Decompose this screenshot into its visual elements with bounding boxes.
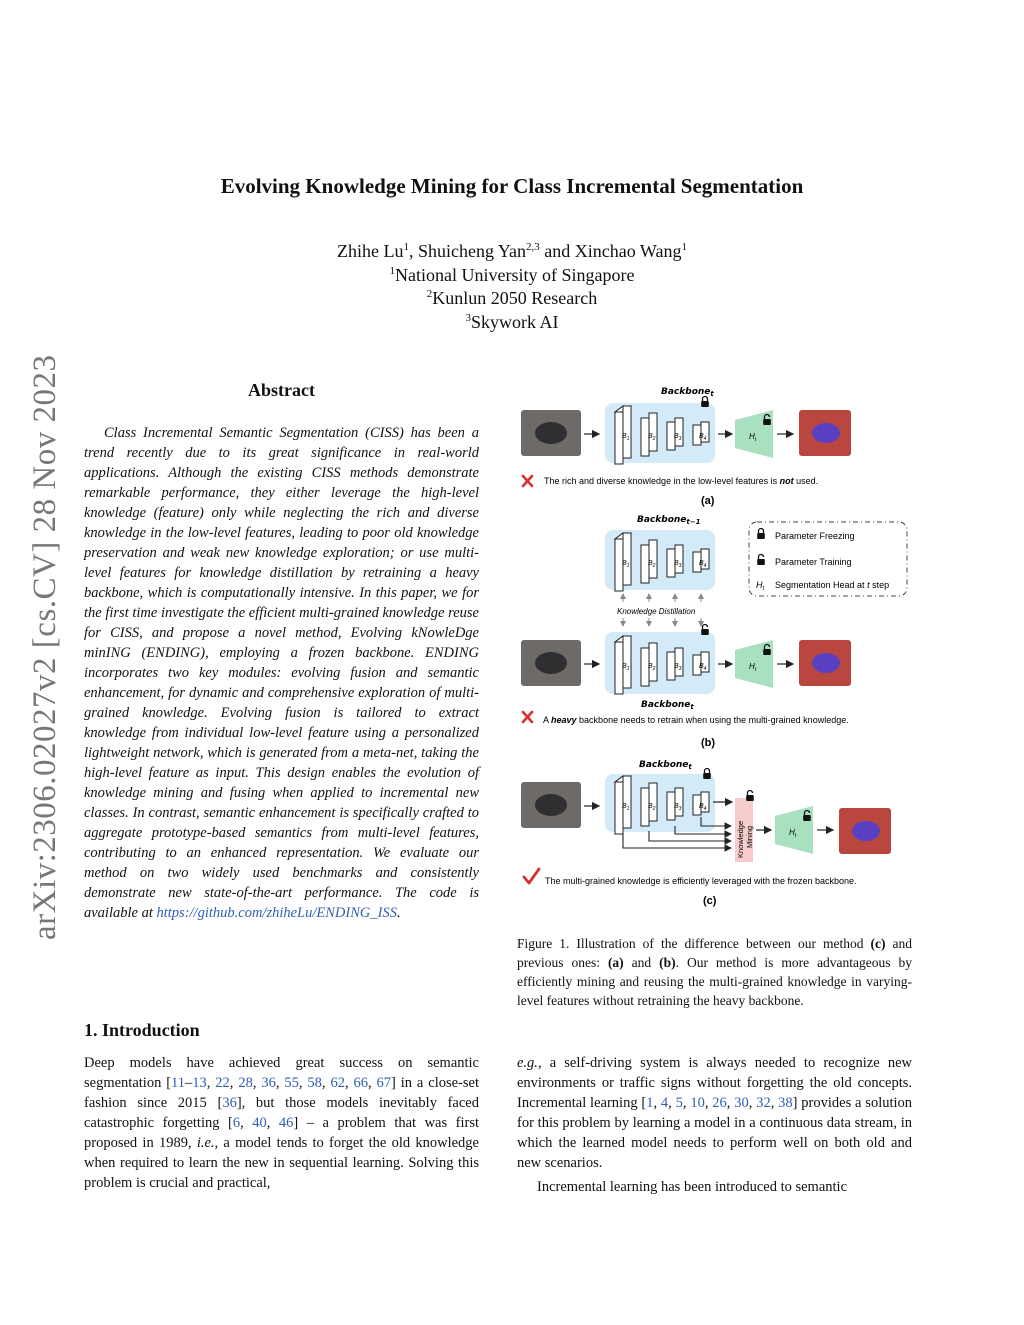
lock-icon [701, 397, 709, 408]
right-paragraph-2 [517, 1177, 912, 1197]
block-label: $B_2$ [648, 803, 656, 812]
input-image-cat [535, 794, 567, 816]
section-heading-introduction: 1. Introduction [84, 1020, 200, 1040]
right-text: Incremental learning has been introduced to semantic [537, 1179, 848, 1195]
citation-link[interactable]: 4 [660, 1095, 669, 1111]
intro-comma: , [298, 1075, 308, 1091]
intro-text: ] – a problem that was first proposed in 1989, [84, 1115, 480, 1151]
citation-link[interactable]: 28 [238, 1075, 253, 1091]
right-comma: , [748, 1095, 757, 1111]
author-name: Shuicheng Yan [418, 241, 527, 261]
head-label: $H_t$ [749, 662, 757, 673]
lock-icon [757, 529, 765, 540]
caption-bold: (b) [659, 955, 676, 970]
block-label: $B_4$ [699, 560, 707, 569]
citation-link[interactable]: 13 [192, 1075, 207, 1091]
affiliation [0, 264, 1024, 287]
arxiv-identifier: arXiv:2306.02027v2 [cs.CV] 28 Nov 2023 [27, 354, 63, 940]
output-image-mask [812, 653, 840, 673]
block-label: $B_3$ [674, 663, 682, 672]
unlock-icon [757, 555, 765, 566]
cross-icon [523, 712, 532, 722]
panel-note: The rich and diverse knowledge in the low-level features is not used. [544, 476, 819, 486]
citation-link[interactable]: 40 [252, 1115, 267, 1131]
legend-freeze: Parameter Freezing [775, 531, 855, 541]
abstract-end: . [396, 905, 401, 921]
abstract-body [84, 423, 479, 923]
affiliation [0, 287, 1024, 310]
intro-comma: , [266, 1115, 279, 1131]
citation-link[interactable]: 30 [734, 1095, 749, 1111]
caption-text: Figure 1. Illustration of the difference between our method [517, 936, 871, 951]
affiliation-sup: 3 [465, 312, 471, 324]
block-label: $B_3$ [674, 803, 682, 812]
knowledge-mining-label: Knowledge [736, 820, 745, 858]
block-label: $B_4$ [699, 803, 707, 812]
author-sup: 1 [403, 241, 409, 253]
paper-title: Evolving Knowledge Mining for Class Incremental Segmentation [220, 174, 804, 198]
right-text: ] provides a solution for this problem by learning a model in a continuous data stream, in which the learned model needs to perform well on both old and new scenarios. [517, 1095, 913, 1171]
panel-tag: (c) [703, 895, 717, 907]
right-eg: e.g. [517, 1055, 538, 1071]
affiliation-name: Kunlun 2050 Research [432, 288, 598, 308]
affiliation [0, 311, 1024, 334]
panel-tag: (a) [701, 495, 715, 507]
block-label: $B_1$ [622, 560, 630, 569]
intro-comma: , [206, 1075, 216, 1091]
author-line [0, 240, 1024, 263]
figure-panel-c [521, 760, 891, 907]
backbone-label: Backbone$_{t-1}$ [637, 515, 701, 526]
unlock-icon [701, 625, 709, 636]
check-icon [524, 869, 539, 883]
author-name: Xinchao Wang [574, 241, 682, 261]
caption-bold: (c) [870, 936, 886, 951]
right-comma: , [770, 1095, 779, 1111]
abstract-heading: Abstract [248, 380, 315, 400]
author-name: Zhihe Lu [337, 241, 404, 261]
block-label: $B_3$ [674, 433, 682, 442]
figure-panel-a [521, 387, 851, 507]
citation-link[interactable]: 36 [261, 1075, 276, 1091]
panel-note: A heavy backbone needs to retrain when using the multi-grained knowledge. [543, 715, 849, 725]
right-comma: , [668, 1095, 676, 1111]
code-link[interactable]: https://github.com/zhiheLu/ENDING_ISS [156, 905, 397, 921]
block-label: $B_2$ [648, 663, 656, 672]
intro-comma: , [275, 1075, 285, 1091]
intro-text: Deep models have achieved great success on semantic segmentation [ [84, 1055, 479, 1091]
cross-icon [523, 476, 532, 486]
citation-link[interactable]: 66 [353, 1075, 368, 1091]
caption-text: and [623, 955, 660, 970]
citation-link[interactable]: 38 [778, 1095, 793, 1111]
intro-text: ], but those models inevitably faced catastrophic forgetting [ [84, 1095, 479, 1131]
knowledge-mining-label: Mining [745, 825, 754, 848]
figure-caption [517, 934, 912, 1010]
block-label: $B_4$ [699, 663, 707, 672]
right-comma: , [726, 1095, 735, 1111]
intro-dash: – [185, 1075, 193, 1091]
output-image-mask [852, 821, 880, 841]
lock-icon [703, 769, 711, 780]
backbone-label: Backbone$_t$ [641, 700, 694, 711]
block-label: $B_2$ [648, 433, 656, 442]
citation-link[interactable]: 1 [646, 1095, 654, 1111]
intro-comma: , [240, 1115, 253, 1131]
citation-link[interactable]: 5 [675, 1095, 683, 1111]
author-separator: and [539, 241, 575, 261]
affiliation-name: National University of Singapore [395, 265, 635, 285]
caption-text: . Our method is more advantageous by efficiently mining and reusing the multi-grained knowledge in varying-level features without retraining the heavy backbone. [517, 955, 913, 1008]
right-comma: , [704, 1095, 713, 1111]
citation-link[interactable]: 11 [171, 1075, 186, 1091]
intro-comma: , [367, 1075, 377, 1091]
caption-bold: (a) [607, 955, 624, 970]
legend-head-symbol: $H_t$ [756, 580, 765, 592]
citation-link[interactable]: 46 [278, 1115, 294, 1131]
intro-comma: , [252, 1075, 262, 1091]
block-label: $B_1$ [622, 803, 630, 812]
affiliation-sup: 1 [389, 265, 396, 277]
unlock-icon [746, 791, 754, 802]
intro-text: ] in a close-set fashion since 2015 [ [84, 1075, 479, 1111]
citation-link[interactable]: 10 [690, 1095, 705, 1111]
citation-link[interactable]: 22 [215, 1075, 230, 1091]
panel-tag: (b) [701, 737, 716, 749]
right-comma: , [653, 1095, 661, 1111]
citation-link[interactable]: 62 [330, 1075, 345, 1091]
head-label: $H_t$ [789, 828, 797, 839]
input-image-cat [535, 652, 567, 674]
citation-link[interactable]: 55 [284, 1075, 299, 1091]
citation-link[interactable]: 6 [232, 1115, 241, 1131]
right-text: , a self-driving system is always needed to recognize new environments or traffic signs without forgetting the old concepts. Incremental learning [ [517, 1055, 912, 1111]
block-label: $B_4$ [699, 433, 707, 442]
abstract-text: Class Incremental Semantic Segmentation (CISS) has been a trend recently due to its great significance in real-world applications. Although the existing CISS methods demonstrate remarkable performance, they either leverage the high-level knowledge (feature) only while neglecting the rich and diverse knowledge in the low-level features, leading to poor old knowledge preservation and weak new knowledge exploration; or use multi-level features for knowledge distillation by retraining a heavy backbone, which is computationally intensive. In this paper, we for the first time investigate the efficient multi-grained knowledge reuse for CISS, and propose a novel method, Evolving kNowleDge minING (ENDING), employing a frozen backbone. ENDING incorporates two key modules: evolving fusion and semantic enhancement, for dynamic and comprehensive exploration of multi-grained knowledge. Evolving fusion is tailored to extract knowledge from individual low-level feature using a personalized lightweight network, which is generated from a meta-net, taking the high-level feature as input. This design enables the evolution of knowledge mining and fusing when applied to incremental new classes. In contrast, semantic enhancement is specifically crafted to aggregate prototype-based semantics from multi-level features, contributing to an enhanced representation. We evaluate our method on two widely used benchmarks and consistently demonstrate new state-of-the-art performance. The code is available at [84, 425, 479, 921]
citation-link[interactable]: 58 [307, 1075, 322, 1091]
citation-link[interactable]: 26 [712, 1095, 727, 1111]
output-image-mask [812, 423, 840, 443]
citation-link[interactable]: 67 [376, 1075, 392, 1091]
citation-link[interactable]: 36 [222, 1095, 237, 1111]
figure-panel-b [521, 515, 907, 749]
backbone-label: Backbone$_t$ [639, 760, 692, 771]
right-comma: , [682, 1095, 691, 1111]
distillation-label: Knowledge Distillation [617, 607, 696, 616]
legend-head: Segmentation Head at t step [775, 580, 890, 590]
backbone-label: Backbone$_t$ [661, 387, 714, 398]
legend-train: Parameter Training [775, 557, 852, 567]
intro-ie: i.e. [196, 1135, 215, 1151]
intro-comma: , [344, 1075, 354, 1091]
head-label: $H_t$ [749, 432, 757, 443]
block-label: $B_2$ [648, 560, 656, 569]
author-sup: 2,3 [526, 241, 540, 253]
intro-text: , a model tends to forget the old knowledge when required to learn the new in sequential learning. Solving this problem is crucial and practical, [84, 1135, 479, 1191]
intro-paragraph [84, 1053, 479, 1193]
caption-text: and previous ones: [517, 936, 912, 970]
block-label: $B_1$ [622, 433, 630, 442]
citation-link[interactable]: 32 [756, 1095, 771, 1111]
panel-note: The multi-grained knowledge is efficiently leveraged with the frozen backbone. [545, 876, 857, 886]
affiliation-sup: 2 [426, 288, 433, 300]
block-label: $B_3$ [674, 560, 682, 569]
block-label: $B_1$ [622, 663, 630, 672]
right-column-text [517, 1053, 912, 1197]
author-sup: 1 [681, 241, 687, 253]
author-separator: , [409, 241, 418, 261]
intro-comma: , [321, 1075, 331, 1091]
figure-1 [515, 380, 915, 910]
input-image-cat [535, 422, 567, 444]
affiliation-name: Skywork AI [470, 312, 559, 332]
intro-comma: , [229, 1075, 239, 1091]
